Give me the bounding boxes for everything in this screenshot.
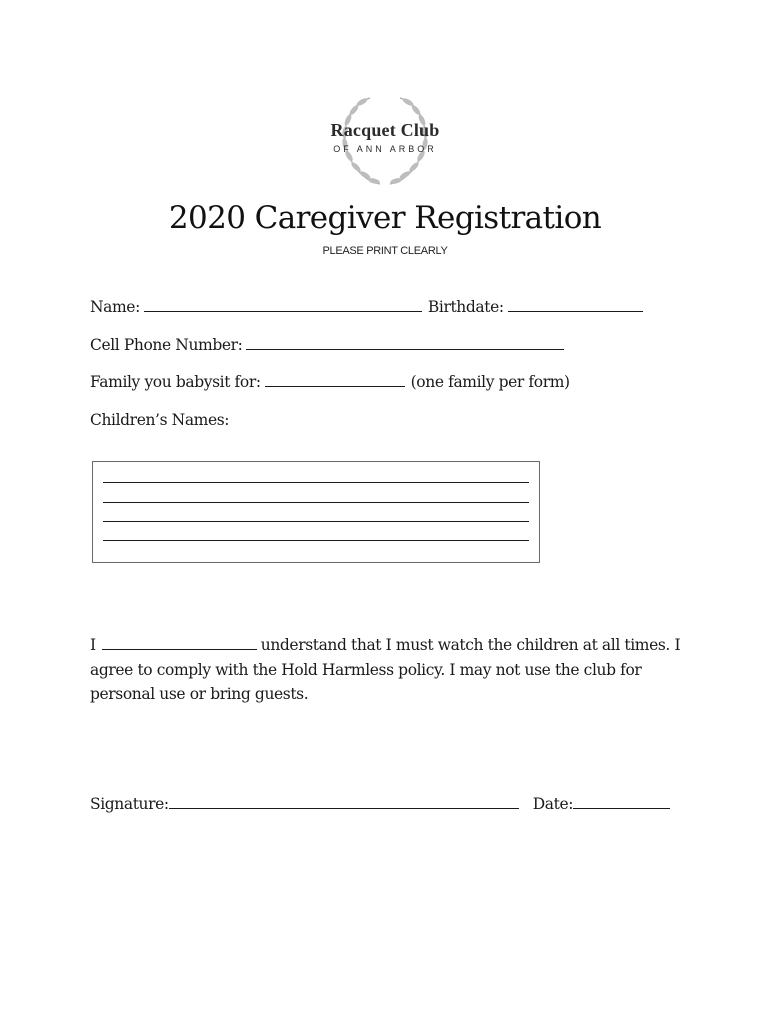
signature-label: Signature:	[90, 795, 169, 813]
signature-row	[90, 795, 676, 813]
child-name-line[interactable]	[103, 540, 529, 541]
form-subtitle: PLEASE PRINT CLEARLY	[322, 245, 448, 257]
child-name-line[interactable]	[103, 502, 529, 503]
birthdate-field[interactable]	[508, 299, 643, 312]
children-label: Children’s Names:	[90, 411, 230, 429]
date-field[interactable]	[573, 796, 670, 809]
date-label: Date:	[532, 795, 574, 813]
name-label: Name:	[90, 298, 140, 316]
cell-phone-field[interactable]	[246, 337, 564, 350]
name-birthdate-row	[90, 298, 649, 316]
cell-phone-row	[90, 336, 570, 354]
children-names-box	[92, 461, 540, 563]
statement-prefix: I	[90, 636, 96, 654]
family-row	[90, 373, 570, 391]
family-field[interactable]	[265, 374, 405, 387]
child-name-line[interactable]	[103, 521, 529, 522]
logo-title: Racquet Club	[330, 120, 440, 140]
children-row	[90, 411, 229, 429]
caregiver-name-field[interactable]	[102, 635, 257, 650]
agreement-statement	[90, 633, 690, 707]
signature-field[interactable]	[169, 796, 519, 809]
birthdate-label: Birthdate:	[427, 298, 504, 316]
club-logo	[318, 92, 452, 188]
family-note: (one family per form)	[410, 373, 570, 391]
name-field[interactable]	[144, 299, 422, 312]
family-label: Family you babysit for:	[90, 373, 261, 391]
logo-subtitle: OF ANN ARBOR	[333, 144, 437, 154]
form-title: 2020 Caregiver Registration	[168, 200, 602, 236]
cell-phone-label: Cell Phone Number:	[90, 336, 243, 354]
child-name-line[interactable]	[103, 482, 529, 483]
statement-text: understand that I must watch the children at all times. I agree to comply with the Hold Harmless policy. I may not use the club for personal use or bring guests.	[90, 636, 681, 703]
